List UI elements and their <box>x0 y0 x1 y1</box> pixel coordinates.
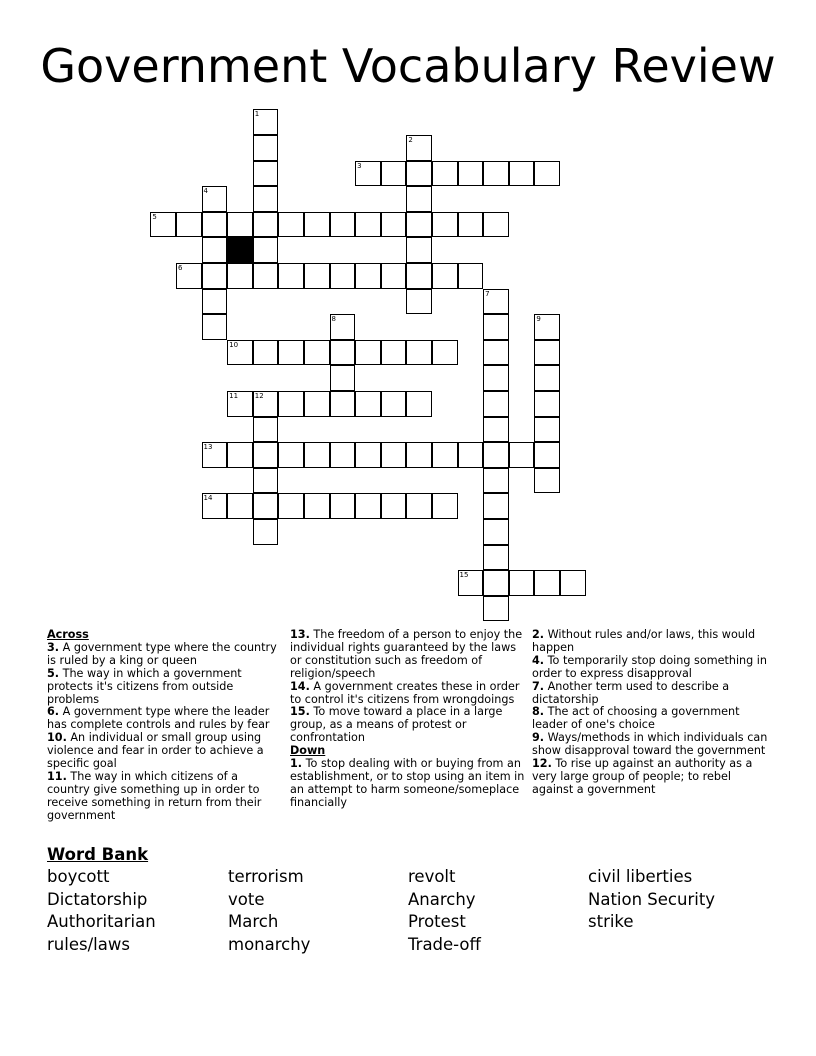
grid-cell[interactable] <box>381 340 407 366</box>
grid-cell[interactable] <box>355 493 381 519</box>
grid-cell[interactable] <box>534 314 560 340</box>
grid-cell[interactable] <box>304 391 330 417</box>
clue-text: To rise up against an authority as a very large group of people; to rebel against a government <box>532 757 753 796</box>
clue-label: 2. <box>532 628 545 641</box>
clue-number: 6 <box>177 263 183 272</box>
grid-cell[interactable] <box>534 570 560 596</box>
word-bank-item: civil liberties <box>588 867 693 886</box>
grid-cell[interactable] <box>304 340 330 366</box>
across-heading: Across <box>47 628 89 641</box>
clue-label: 10. <box>47 731 67 745</box>
down-clue <box>532 629 768 655</box>
grid-cell[interactable] <box>381 212 407 238</box>
grid-cell[interactable] <box>202 212 228 238</box>
grid-cell[interactable] <box>483 468 509 494</box>
clue-label: 13. <box>290 628 310 641</box>
clue-number: 12 <box>254 391 264 400</box>
grid-cell[interactable] <box>330 493 356 519</box>
grid-cell[interactable] <box>253 340 279 366</box>
grid-cell[interactable] <box>253 417 279 443</box>
grid-cell[interactable] <box>534 391 560 417</box>
grid-cell[interactable] <box>227 391 253 417</box>
grid-cell[interactable] <box>202 186 228 212</box>
page-title: Government Vocabulary Review <box>40 39 776 93</box>
word-bank-item: revolt <box>408 867 456 886</box>
across-clue <box>47 771 283 823</box>
grid-cell[interactable] <box>278 263 304 289</box>
grid-cell[interactable] <box>202 442 228 468</box>
grid-cell[interactable] <box>534 365 560 391</box>
across-clue <box>47 706 283 732</box>
grid-cell[interactable] <box>381 391 407 417</box>
grid-cell[interactable] <box>406 135 432 161</box>
grid-cell[interactable] <box>406 391 432 417</box>
grid-cell[interactable] <box>330 263 356 289</box>
across-clue <box>290 706 526 745</box>
grid-cell[interactable] <box>202 314 228 340</box>
grid-cell[interactable] <box>458 161 484 187</box>
clue-label: 1. <box>290 757 303 771</box>
grid-cell[interactable] <box>483 212 509 238</box>
word-bank-item: Nation Security <box>588 889 716 909</box>
grid-cell[interactable] <box>406 212 432 238</box>
grid-cell[interactable] <box>483 417 509 443</box>
grid-cell[interactable] <box>534 442 560 468</box>
grid-cell[interactable] <box>278 442 304 468</box>
grid-cell[interactable] <box>483 289 509 315</box>
down-heading: Down <box>290 744 326 758</box>
word-bank-item: Trade-off <box>408 934 481 954</box>
clue-text: The act of choosing a government leader of one's choice <box>532 705 740 732</box>
grid-cell[interactable] <box>381 442 407 468</box>
clue-text: The way in which a government protects it's citizens from outside problems <box>47 666 242 706</box>
grid-cell[interactable] <box>355 340 381 366</box>
clue-number: 7 <box>485 289 490 298</box>
grid-cell[interactable] <box>432 442 458 468</box>
word-bank-item: March <box>228 912 279 932</box>
grid-cell[interactable] <box>355 161 381 187</box>
across-clue <box>290 629 526 681</box>
grid-cell[interactable] <box>330 391 356 417</box>
grid-cell[interactable] <box>253 519 279 545</box>
grid-cell[interactable] <box>278 493 304 519</box>
across-clue <box>290 681 526 707</box>
grid-cell[interactable] <box>202 263 228 289</box>
grid-cell[interactable] <box>406 237 432 263</box>
down-clue <box>532 681 768 707</box>
clue-label: 15. <box>290 705 310 719</box>
grid-cell[interactable] <box>406 289 432 315</box>
grid-cell[interactable] <box>483 570 509 596</box>
word-bank-item: monarchy <box>228 934 311 954</box>
grid-cell[interactable] <box>355 263 381 289</box>
clue-label: 8. <box>532 705 545 719</box>
grid-cell[interactable] <box>150 212 176 238</box>
grid-cell[interactable] <box>227 212 253 238</box>
grid-cell[interactable] <box>304 442 330 468</box>
clue-label: 14. <box>290 679 310 693</box>
clue-text: A government creates these in order to control it's citizens from wrongdoings <box>290 679 520 706</box>
grid-cell[interactable] <box>176 212 202 238</box>
grid-cell[interactable] <box>253 237 279 263</box>
word-bank-item: Dictatorship <box>47 889 148 909</box>
word-bank-item: Anarchy <box>408 889 476 909</box>
clue-number: 15 <box>459 571 469 580</box>
clue-number: 8 <box>331 315 337 324</box>
word-bank-title: Word Bank <box>47 845 149 864</box>
grid-cell[interactable] <box>278 340 304 366</box>
grid-cell[interactable] <box>227 340 253 366</box>
word-bank-item: strike <box>588 912 634 932</box>
clue-text: The freedom of a person to enjoy the individual rights guaranteed by the laws or constitution such as freedom of religion/speech <box>290 628 523 680</box>
down-clue <box>532 758 768 797</box>
grid-cell[interactable] <box>432 493 458 519</box>
clue-label: 7. <box>532 679 545 693</box>
grid-cell[interactable] <box>355 212 381 238</box>
clue-text: To stop dealing with or buying from an establishment, or to stop using an item in an attempt to harm someone/someplace financially <box>290 757 525 809</box>
word-bank-item: vote <box>228 889 265 909</box>
clue-text: Ways/methods in which individuals can show disapproval toward the government <box>532 731 768 758</box>
clue-label: 9. <box>532 731 545 745</box>
grid-cell[interactable] <box>458 263 484 289</box>
clue-number: 14 <box>203 494 213 503</box>
grid-cell[interactable] <box>406 493 432 519</box>
clue-text: To move toward a place in a large group, as a means of protest or confrontation <box>290 705 503 745</box>
grid-cell[interactable] <box>278 391 304 417</box>
down-clue <box>532 706 768 732</box>
down-clue <box>290 758 526 810</box>
grid-cell[interactable] <box>406 186 432 212</box>
clue-label: 6. <box>47 705 60 719</box>
grid-cell[interactable] <box>483 519 509 545</box>
grid-cell[interactable] <box>253 186 279 212</box>
grid-cell[interactable] <box>381 161 407 187</box>
clue-text: A government type where the country is ruled by a king or queen <box>47 640 277 667</box>
word-bank-item: Protest <box>408 912 466 932</box>
grid-cell[interactable] <box>330 442 356 468</box>
grid-cell[interactable] <box>227 263 253 289</box>
clue-number: 13 <box>203 443 213 452</box>
grid-cell[interactable] <box>330 365 356 391</box>
grid-cell[interactable] <box>458 570 484 596</box>
across-clue <box>47 668 283 707</box>
clue-number: 4 <box>203 187 209 196</box>
grid-cell[interactable] <box>406 442 432 468</box>
clue-number: 9 <box>536 315 541 324</box>
grid-cell[interactable] <box>202 493 228 519</box>
grid-cell[interactable] <box>176 263 202 289</box>
clue-label: 11. <box>47 769 67 783</box>
grid-cell[interactable] <box>509 161 535 187</box>
clues-column-3 <box>532 629 768 797</box>
grid-cell[interactable] <box>534 161 560 187</box>
word-bank-item: Authoritarian <box>47 912 156 932</box>
grid-cell[interactable] <box>560 570 586 596</box>
grid-cell[interactable] <box>458 212 484 238</box>
clue-number: 3 <box>357 161 362 170</box>
grid-cell[interactable] <box>483 314 509 340</box>
grid-cell[interactable] <box>355 442 381 468</box>
grid-cell[interactable] <box>406 340 432 366</box>
grid-cell[interactable] <box>253 109 279 135</box>
across-clue <box>47 732 283 771</box>
word-bank-item: boycott <box>47 867 110 886</box>
grid-cell[interactable] <box>406 161 432 187</box>
clue-number: 1 <box>254 110 260 119</box>
grid-cell[interactable] <box>534 417 560 443</box>
grid-cell[interactable] <box>483 545 509 571</box>
grid-cell[interactable] <box>304 212 330 238</box>
grid-cell[interactable] <box>330 314 356 340</box>
grid-cell[interactable] <box>253 493 279 519</box>
word-bank-item: rules/laws <box>47 934 130 954</box>
clue-number: 2 <box>408 135 413 144</box>
down-clue <box>532 655 768 681</box>
grid-cell[interactable] <box>483 161 509 187</box>
grid-cell[interactable] <box>253 391 279 417</box>
down-clue <box>532 732 768 758</box>
grid-cell[interactable] <box>227 442 253 468</box>
clue-label: 5. <box>47 666 60 680</box>
grid-cell[interactable] <box>483 493 509 519</box>
grid-cell[interactable] <box>458 442 484 468</box>
grid-cell[interactable] <box>202 289 228 315</box>
clue-text: A government type where the leader has complete controls and rules by fear <box>47 705 270 732</box>
grid-cell[interactable] <box>304 263 330 289</box>
grid-cell[interactable] <box>330 340 356 366</box>
clue-text: An individual or small group using violence and fear in order to achieve a specific goal <box>47 731 264 771</box>
grid-cell[interactable] <box>483 442 509 468</box>
grid-cell[interactable] <box>509 570 535 596</box>
clue-label: 4. <box>532 653 545 667</box>
grid-cell[interactable] <box>202 237 228 263</box>
grid-cell[interactable] <box>432 263 458 289</box>
grid-cell[interactable] <box>253 135 279 161</box>
clue-number: 5 <box>152 212 157 221</box>
grid-cell[interactable] <box>509 442 535 468</box>
black-cell <box>227 237 253 263</box>
clue-number: 11 <box>229 391 239 400</box>
grid-cell[interactable] <box>483 596 509 622</box>
clue-text: The way in which citizens of a country give something up in order to receive something in return from their government <box>47 769 262 822</box>
grid-cell[interactable] <box>330 212 356 238</box>
grid-cell[interactable] <box>278 212 304 238</box>
grid-cell[interactable] <box>483 365 509 391</box>
clue-label: 3. <box>47 640 60 654</box>
grid-cell[interactable] <box>432 340 458 366</box>
grid-cell[interactable] <box>304 493 330 519</box>
clue-label: 12. <box>532 757 552 771</box>
clue-text: Another term used to describe a dictatorship <box>532 679 730 706</box>
grid-cell[interactable] <box>406 263 432 289</box>
grid-cell[interactable] <box>253 161 279 187</box>
grid-cell[interactable] <box>253 468 279 494</box>
grid-cell[interactable] <box>355 391 381 417</box>
across-clue <box>47 642 283 668</box>
grid-cell[interactable] <box>534 468 560 494</box>
grid-cell[interactable] <box>227 493 253 519</box>
clue-text: Without rules and/or laws, this would happen <box>532 628 756 654</box>
grid-cell[interactable] <box>483 391 509 417</box>
grid-cell[interactable] <box>534 340 560 366</box>
clue-text: To temporarily stop doing something in order to express disapproval <box>532 653 768 680</box>
clues-column-1 <box>47 629 283 823</box>
grid-cell[interactable] <box>381 493 407 519</box>
grid-cell[interactable] <box>253 442 279 468</box>
grid-cell[interactable] <box>253 212 279 238</box>
clue-number: 10 <box>229 340 239 349</box>
grid-cell[interactable] <box>432 212 458 238</box>
grid-cell[interactable] <box>253 263 279 289</box>
grid-cell[interactable] <box>483 340 509 366</box>
grid-cell[interactable] <box>381 263 407 289</box>
grid-cell[interactable] <box>432 161 458 187</box>
word-bank-item: terrorism <box>228 867 304 886</box>
clues-column-2 <box>290 629 526 810</box>
